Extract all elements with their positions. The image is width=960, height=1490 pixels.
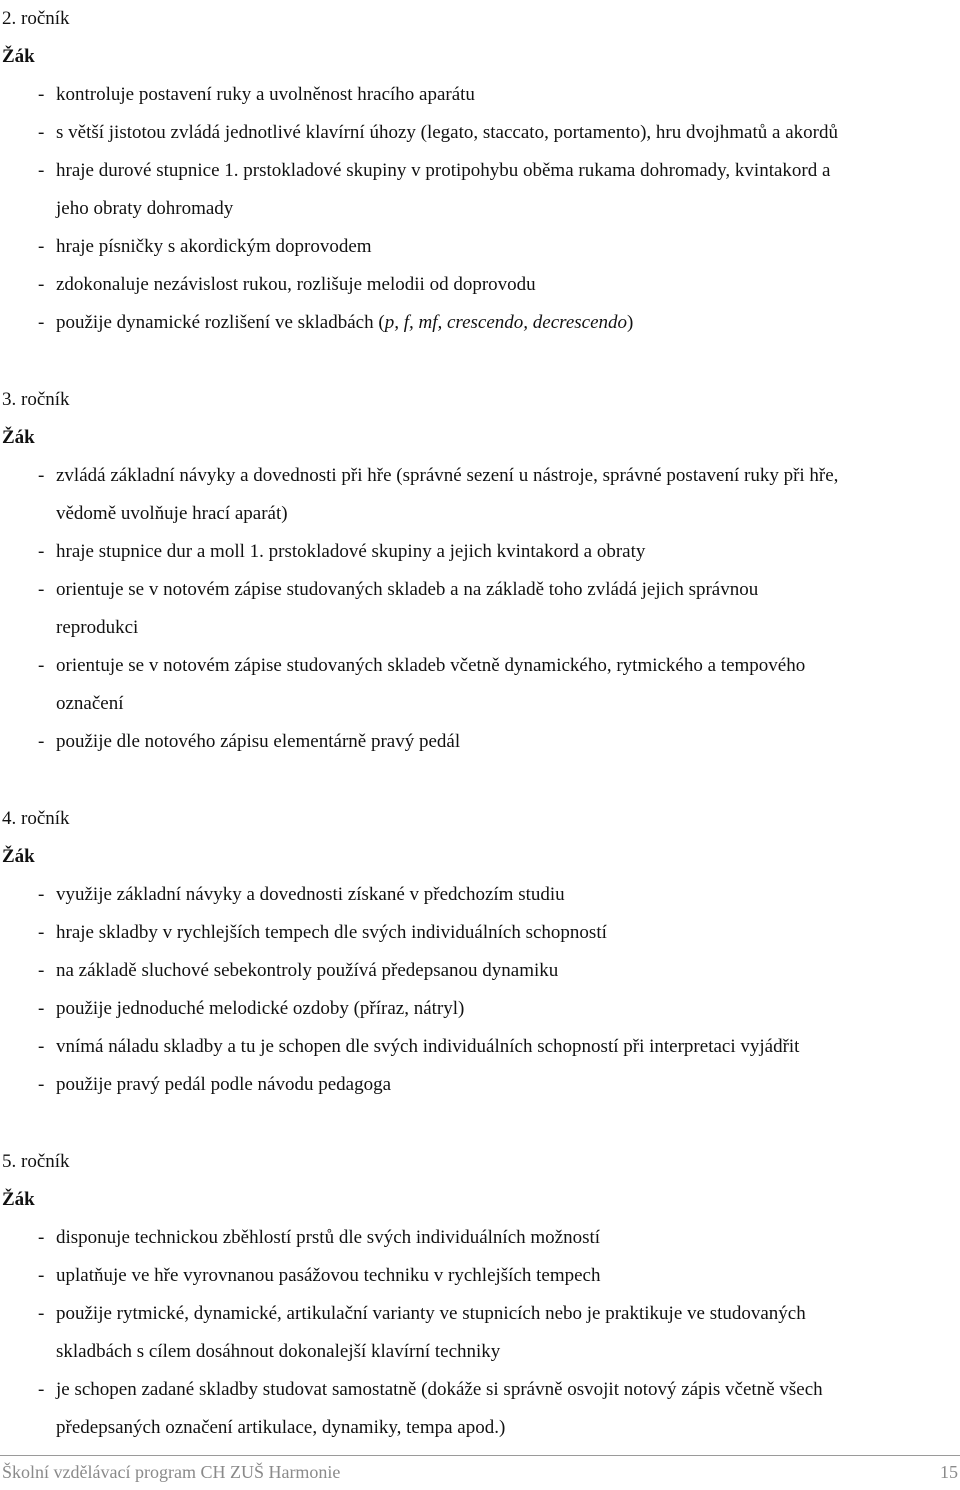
list-item [0, 457, 960, 495]
list-item [0, 571, 960, 609]
bullet-dash: - [38, 998, 45, 1019]
list-item-text: vnímá náladu skladby a tu je schopen dle svých individuálních schopností při interpretaci vyjádřit [56, 1036, 800, 1057]
list-item [0, 990, 960, 1028]
list-item [0, 952, 960, 990]
dynamics-markings: p, f, mf, crescendo, decrescendo [384, 312, 628, 333]
bullet-dash: - [38, 960, 45, 981]
list-item [0, 647, 960, 685]
list-item [0, 266, 960, 304]
list-item-text: disponuje technickou zběhlostí prstů dle svých individuálních možností [56, 1227, 601, 1248]
list-item-text: použije jednoduché melodické ozdoby (příraz, nátryl) [56, 998, 465, 1019]
list-item-text: hraje stupnice dur a moll 1. prstokladové skupiny a jejich kvintakord a obraty [56, 541, 646, 562]
list-item-continuation: předepsaných označení artikulace, dynamiky, tempa apod.) [56, 1417, 506, 1438]
list-item-text: zdokonaluje nezávislost rukou, rozlišuje melodii od doprovodu [56, 274, 536, 295]
bullet-dash: - [38, 884, 45, 905]
list-item-text: s větší jistotou zvládá jednotlivé klavírní úhozy (legato, staccato, portamento), hru dvojhmatů a akordů [56, 122, 838, 143]
list-item-text: použije dle notového zápisu elementárně pravý pedál [56, 731, 461, 752]
list-item [0, 76, 960, 114]
list-item-text: hraje skladby v rychlejších tempech dle svých individuálních schopností [56, 922, 607, 943]
list-item-text: využije základní návyky a dovednosti získané v předchozím studiu [56, 884, 565, 905]
grade-section [0, 0, 960, 342]
grade-section [0, 800, 960, 1104]
list-item-text-end: ) [627, 312, 634, 333]
list-item-text: zvládá základní návyky a dovednosti při hře (správné sezení u nástroje, správné postavení ruky při hře, [56, 465, 839, 486]
list-item-continuation: reprodukci [56, 617, 139, 638]
list-item-text: orientuje se v notovém zápise studovaných skladeb včetně dynamického, rytmického a tempového [56, 655, 806, 676]
bullet-dash: - [38, 1379, 45, 1400]
list-item [0, 723, 960, 761]
footer-title: Školní vzdělávací program CH ZUŠ Harmonie [2, 1462, 341, 1482]
list-item-text: na základě sluchové sebekontroly používá předepsanou dynamiku [56, 960, 559, 981]
list-item-continuation: vědomě uvolňuje hrací aparát) [56, 503, 288, 524]
list-item-text: orientuje se v notovém zápise studovaných skladeb a na základě toho zvládá jejich správnou [56, 579, 759, 600]
grade-heading: 5. ročník [2, 1151, 70, 1172]
grade-section [0, 1143, 960, 1447]
pupil-label: Žák [2, 846, 35, 867]
list-item [0, 1371, 960, 1409]
bullet-dash: - [38, 122, 45, 143]
list-item-text: hraje durové stupnice 1. prstokladové skupiny v protipohybu oběma rukama dohromady, kvintakord a [56, 160, 831, 181]
list-item [0, 533, 960, 571]
list-item [0, 1257, 960, 1295]
bullet-dash: - [38, 160, 45, 181]
list-item [0, 304, 960, 342]
list-item-continuation: skladbách s cílem dosáhnout dokonalejší klavírní techniky [56, 1341, 501, 1362]
bullet-dash: - [38, 1036, 45, 1057]
list-item-text: hraje písničky s akordickým doprovodem [56, 236, 372, 257]
pupil-label: Žák [2, 46, 35, 67]
grade-heading: 2. ročník [2, 8, 70, 29]
bullet-dash: - [38, 236, 45, 257]
bullet-dash: - [38, 84, 45, 105]
list-item [0, 1219, 960, 1257]
grade-heading: 3. ročník [2, 389, 70, 410]
list-item [0, 152, 960, 190]
list-item-text: kontroluje postavení ruky a uvolněnost hracího aparátu [56, 84, 475, 105]
list-item-text: je schopen zadané skladby studovat samostatně (dokáže si správně osvojit notový zápis včetně všech [56, 1379, 823, 1400]
bullet-dash: - [38, 541, 45, 562]
section-spacer [0, 1104, 960, 1143]
bullet-dash: - [38, 1074, 45, 1095]
bullet-dash: - [38, 922, 45, 943]
list-item-text: uplatňuje ve hře vyrovnanou pasážovou techniku v rychlejších tempech [56, 1265, 601, 1286]
bullet-dash: - [38, 1227, 45, 1248]
list-item [0, 914, 960, 952]
list-item-continuation: označení [56, 693, 124, 714]
list-item [0, 114, 960, 152]
list-item [0, 1066, 960, 1104]
page-number: 15 [940, 1462, 958, 1482]
bullet-dash: - [38, 655, 45, 676]
list-item [0, 876, 960, 914]
page-footer [0, 1455, 960, 1486]
bullet-dash: - [38, 1265, 45, 1286]
pupil-label: Žák [2, 1189, 35, 1210]
list-item [0, 1028, 960, 1066]
bullet-dash: - [38, 312, 45, 333]
section-spacer [0, 761, 960, 800]
bullet-dash: - [38, 274, 45, 295]
list-item-text: použije dynamické rozlišení ve skladbách ( [56, 312, 385, 333]
bullet-dash: - [38, 465, 45, 486]
list-item-continuation: jeho obraty dohromady [56, 198, 234, 219]
grade-section [0, 381, 960, 761]
bullet-dash: - [38, 579, 45, 600]
pupil-label: Žák [2, 427, 35, 448]
grade-heading: 4. ročník [2, 808, 70, 829]
list-item [0, 228, 960, 266]
bullet-dash: - [38, 731, 45, 752]
list-item-text: použije pravý pedál podle návodu pedagoga [56, 1074, 392, 1095]
bullet-dash: - [38, 1303, 45, 1324]
section-spacer [0, 342, 960, 381]
list-item-text: použije rytmické, dynamické, artikulační varianty ve stupnicích nebo je praktikuje ve studovaných [56, 1303, 806, 1324]
list-item [0, 1295, 960, 1333]
